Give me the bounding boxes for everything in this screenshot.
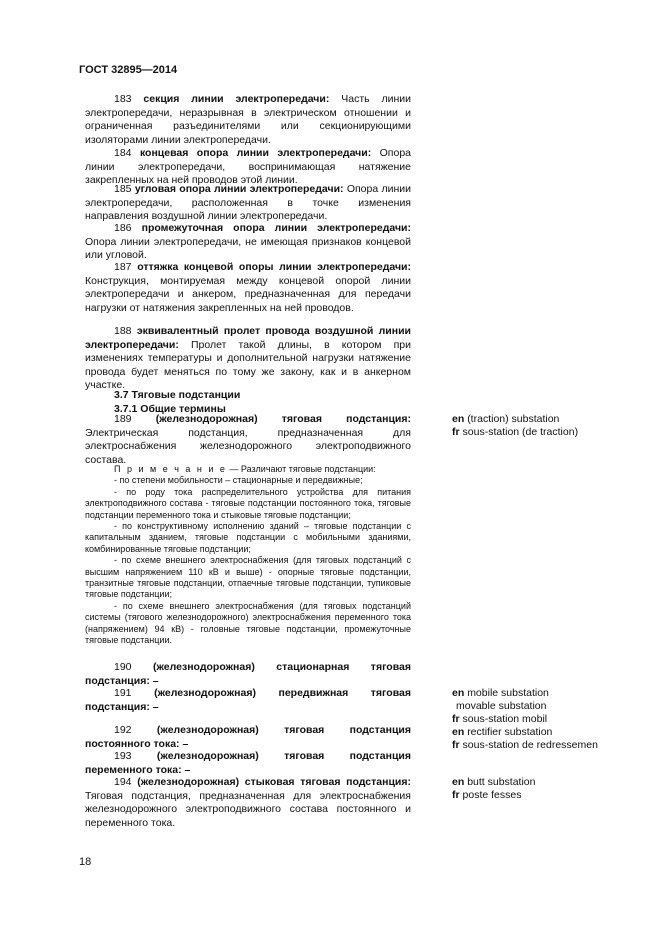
term-190-number: 190 [114, 661, 132, 673]
term-186-term: промежуточная опора линии электропередачи: [141, 222, 412, 234]
term-188-term: эквивалентный пролет провода воздушной линии электропередачи: [85, 325, 411, 351]
term-184-definition: Опора линии электропередачи, воспринимающая натяжение закрепленных на ней проводов этой линии. [85, 147, 412, 186]
term-183-number: 183 [114, 93, 132, 105]
term-192-en: en rectifier substation [452, 726, 553, 738]
term-185-term: угловая опора линии электропередачи: [134, 183, 344, 195]
term-187-term: оттяжка концевой опоры линии электропередачи: [137, 261, 411, 273]
term-194 [85, 776, 411, 830]
term-188 [85, 325, 411, 393]
term-192 [85, 724, 411, 751]
note-item: - по роду тока распределительного устройства для питания электроподвижного состава - тяговые подстанции постоянного тока, тяговые подстанции переменного тока и стыковые тяговые подстанции; [85, 486, 411, 520]
term-192-term: (железнодорожная) тяговая подстанция постоянного тока: [85, 724, 412, 750]
term-193-term: (железнодорожная) тяговая подстанция переменного тока: [85, 750, 412, 776]
term-185-definition: Опора линии электропередачи, расположенная в точке изменения направления воздушной линии электропередачи. [85, 183, 412, 222]
term-187-number: 187 [114, 261, 132, 273]
note-intro-text: — Различают тяговые подстанции: [229, 464, 376, 474]
term-185 [85, 183, 411, 224]
term-186-number: 186 [114, 222, 132, 234]
term-185-entry [85, 183, 411, 224]
term-183 [85, 93, 411, 147]
term-191-definition: – [152, 700, 159, 713]
term-191-term: (железнодорожная) передвижная тяговая подстанция: [85, 687, 411, 713]
term-194-definition: Тяговая подстанция, предназначенная для электроснабжения железнодорожного электроподвижного состава постоянного и переменного тока. [85, 789, 411, 829]
term-187-definition: Конструкция, монтируемая между концевой опорой линии электропередачи и анкером, предназначенная для передачи нагрузки от натяжения закрепленных на ней проводов. [85, 274, 411, 314]
term-184-term: концевая опора линии электропередачи: [139, 147, 372, 159]
note-intro [85, 464, 411, 475]
section-3-7 [85, 389, 411, 416]
term-187-entry [85, 261, 411, 315]
page-number: 18 [79, 856, 92, 868]
term-190-definition: – [152, 674, 159, 687]
term-189-term: (железнодорожная) тяговая подстанция: [155, 413, 411, 425]
term-194-term: (железнодорожная) стыковая тяговая подстанция: [137, 776, 411, 788]
term-190 [85, 661, 411, 688]
term-191-en: en mobile substation [452, 687, 549, 699]
term-189-en: en (traction) substation [452, 413, 560, 425]
term-189-fr: fr sous-station (de traction) [452, 426, 579, 438]
note-item: - по конструктивному исполнению зданий – тяговые подстанции с капитальным зданием, тяговые подстанции с мобильными зданиями, комбинированные тяговые подстанции; [85, 521, 411, 554]
term-192-definition: – [182, 737, 189, 750]
term-194-en: en butt substation [452, 776, 536, 788]
term-193-number: 193 [114, 750, 132, 762]
section-3-7-title: 3.7 Тяговые подстанции [114, 389, 241, 401]
term-191-en-alt: movable substation [456, 700, 547, 712]
note-item: - по степени мобильности – стационарные и передвижные; [114, 475, 363, 486]
term-189-definition: Электрическая подстанция, предназначенная для электроснабжения железнодорожного электроподвижного состава. [85, 426, 411, 466]
term-185-number: 185 [114, 183, 132, 195]
term-186-entry [85, 222, 411, 263]
term-192-number: 192 [114, 724, 132, 736]
term-191-fr: fr sous-station mobil [452, 713, 548, 725]
term-190-entry [85, 661, 411, 688]
term-193-definition: – [184, 763, 191, 776]
term-188-definition: Пролет такой длины, в котором при изменениях температуры и дополнительной нагрузки натяжение провода будет меняться по тому же закону, как и в анкерном участке. [85, 338, 412, 391]
term-194-fr: fr poste fesses [452, 789, 522, 801]
term-187 [85, 261, 411, 315]
term-190-term: (железнодорожная) стационарная тяговая подстанция: [85, 661, 411, 687]
term-188-entry [85, 325, 411, 393]
term-189-number: 189 [114, 413, 132, 425]
term-193-entry [85, 750, 411, 777]
term-184-entry [85, 147, 411, 188]
term-191 [85, 687, 411, 714]
term-193 [85, 750, 411, 777]
note-block [85, 464, 411, 647]
term-188-number: 188 [114, 325, 132, 337]
term-184 [85, 147, 411, 188]
section-3-7-1-title: 3.7.1 Общие термины [114, 402, 226, 415]
term-184-number: 184 [114, 147, 132, 159]
term-194-entry [85, 776, 411, 830]
note-label: П р и м е ч а н и е [114, 464, 227, 474]
term-191-entry [85, 687, 411, 714]
term-186 [85, 222, 411, 263]
term-192-entry [85, 724, 411, 751]
term-194-number: 194 [114, 776, 132, 788]
term-189-entry [85, 413, 411, 467]
term-183-term: секция линии электропередачи: [143, 93, 330, 105]
note-item: - по схеме внешнего электроснабжения (для тяговых подстанций системы (тягового железнодорожного) электроснабжения переменного тока (напряжением) 94 кВ) - головные тяговые подстанции, промежуточные тяговые подстанции. [85, 600, 411, 646]
term-183-entry [85, 93, 411, 147]
document-header: ГОСТ 32895—2014 [79, 64, 178, 76]
term-186-definition: Опора линии электропередачи, не имеющая признаков концевой или угловой. [85, 235, 411, 261]
term-183-definition: Часть линии электропередачи, неразрывная в электрическом отношении и ограниченная разъединителями или секционирующими изоляторами линии электропередачи. [85, 93, 411, 146]
term-191-number: 191 [114, 687, 132, 699]
term-192-fr: fr sous-station de redressemen [452, 739, 598, 751]
note-item: - по схеме внешнего электроснабжения (для тяговых подстанций с высшим напряжением 110 кВ и выше) - опорные тяговые подстанции, транзитные тяговые подстанции, отпаечные тяговые подстанции, тупиковые тяговые подстанции; [85, 555, 411, 600]
term-189 [85, 413, 411, 467]
